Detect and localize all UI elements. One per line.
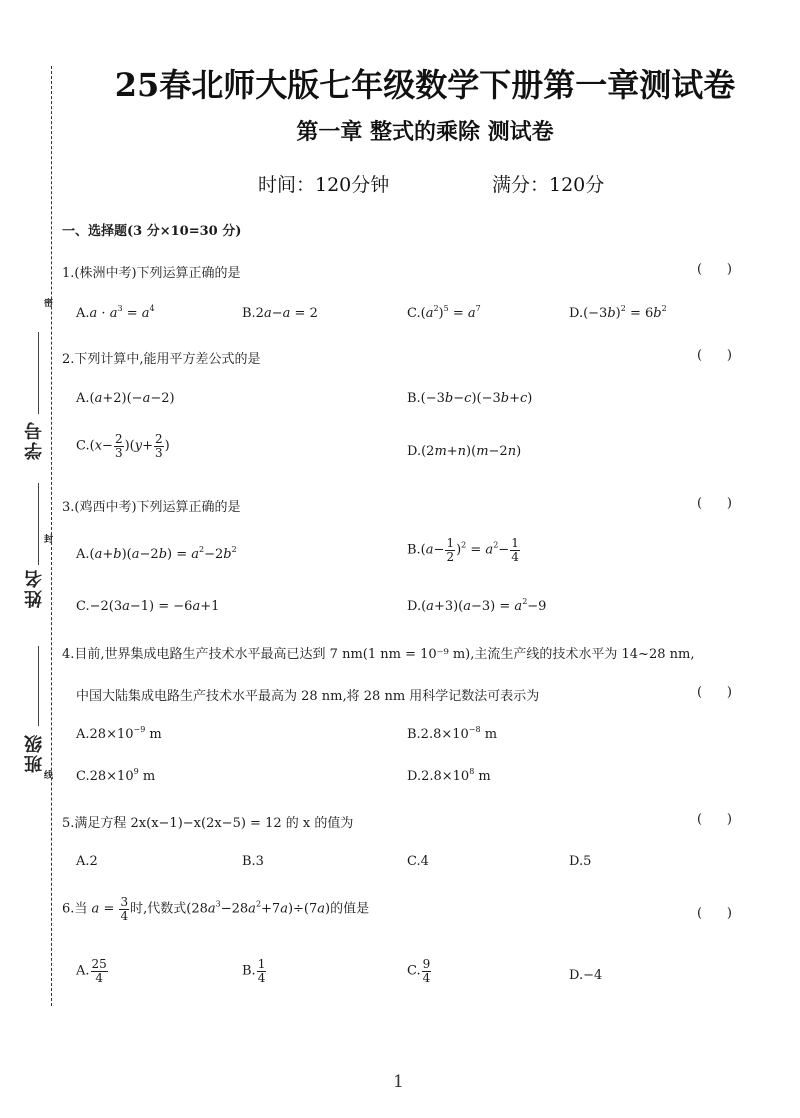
question-1-option-b[interactable]: B.2a−a = 2 (242, 306, 318, 321)
question-2-option-d[interactable]: D.(2m+n)(m−2n) (407, 444, 522, 459)
class-label: 班级 (24, 733, 45, 773)
question-2-stem: 2.下列计算中,能用平方差公式的是 (62, 352, 261, 367)
question-5-stem: 5.满足方程 2x(x−1)−x(2x−5) = 12 的 x 的值为 (62, 816, 354, 831)
question-6-answer-blank[interactable]: ( ) (697, 906, 732, 921)
question-6-option-b[interactable]: B. $\frac{1}{4}$ (242, 957, 266, 985)
student-name-underline[interactable] (38, 483, 39, 565)
seal-char-xian: 线 (44, 771, 54, 781)
question-5-option-b[interactable]: B.3 (242, 854, 264, 869)
page-subtitle: 第一章 整式的乘除 测试卷 (296, 120, 554, 145)
question-3-answer-blank[interactable]: ( ) (697, 496, 732, 511)
question-2-option-a[interactable]: A.(a+2)(−a−2) (76, 391, 175, 406)
question-4-option-a[interactable]: $A.28\times 10^{-9}$ m (76, 725, 162, 742)
question-2-answer-blank[interactable]: ( ) (697, 348, 732, 363)
question-1-answer-blank[interactable]: ( ) (697, 262, 732, 277)
question-4-stem-line-1: 4.目前,世界集成电路生产技术水平最高已达到 7 nm(1 nm = 10⁻⁹ m),主流生产线的技术水平为 14~28 nm, (62, 647, 695, 662)
question-6-option-d[interactable]: D.−4 (569, 968, 603, 983)
question-5-option-d[interactable]: D.5 (569, 854, 592, 869)
question-4-option-d[interactable]: $D.2.8\times 10^8$ m (407, 767, 491, 784)
class-underline[interactable] (38, 646, 39, 726)
page-title: 25春北师大版七年级数学下册第一章测试卷 (114, 66, 736, 104)
page-number: 1 (393, 1072, 404, 1092)
question-3-stem: 3.(鸡西中考)下列运算正确的是 (62, 500, 241, 515)
question-4-answer-blank[interactable]: ( ) (697, 685, 732, 700)
question-2-option-c[interactable]: C.(x− $\frac{2}{3}$ )(y+ $\frac{2}{3}$ ) (76, 432, 170, 460)
seal-char-feng: 封 (44, 535, 54, 545)
question-6-stem: 6.当 a = $\frac{3}{4}$ 时,代数式$(28a^3-28a^2+7a)\div(7a)$的值是 (62, 895, 370, 923)
seal-char-mi: 密 (44, 299, 54, 309)
question-5-option-a[interactable]: A.2 (76, 854, 98, 869)
question-3-option-a[interactable]: $A.(a+b)(a-2b) = a^2-2b^2$ (76, 545, 237, 562)
question-4-stem-line-2: 中国大陆集成电路生产技术水平最高为 28 nm,将 28 nm 用科学记数法可表示为 (76, 689, 540, 704)
question-1-option-d[interactable]: $D.(-3b)^2 = 6b^2$ (569, 304, 667, 321)
question-1-stem: 1.(株洲中考)下列运算正确的是 (62, 266, 241, 281)
question-4-option-c[interactable]: $C.28\times 10^9$ m (76, 767, 156, 784)
question-5-answer-blank[interactable]: ( ) (697, 812, 732, 827)
question-6-option-c[interactable]: C. $\frac{9}{4}$ (407, 957, 431, 985)
exam-time: 时间：120分钟 (258, 174, 390, 196)
question-6-option-a[interactable]: A. $\frac{25}{4}$ (76, 957, 107, 985)
exam-full-score: 满分：120分 (492, 174, 605, 196)
question-1-option-a[interactable]: $A.a \cdot a^3 = a^4$ (76, 304, 155, 321)
question-3-option-d[interactable]: $D.(a+3)(a-3) = a^2-9$ (407, 597, 547, 614)
student-id-underline[interactable] (38, 332, 39, 414)
question-2-option-b[interactable]: B.(−3b−c)(−3b+c) (407, 391, 533, 406)
question-4-option-b[interactable]: $B.2.8\times 10^{-8}$ m (407, 725, 498, 742)
student-name-label: 姓名 (24, 568, 45, 608)
student-id-label: 学号 (24, 420, 45, 460)
question-1-option-c[interactable]: $C.(a^2)^5 = a^7$ (407, 304, 481, 321)
section-heading: 一、选择题(3 分×10=30 分) (62, 224, 242, 239)
question-3-option-b[interactable]: B.(a− $\frac{1}{2}$ )$^2 = a^2-$ $\frac{1}{4}$ (407, 536, 519, 564)
question-3-option-c[interactable]: C.−2(3a−1) = −6a+1 (76, 599, 220, 614)
question-5-option-c[interactable]: C.4 (407, 854, 429, 869)
